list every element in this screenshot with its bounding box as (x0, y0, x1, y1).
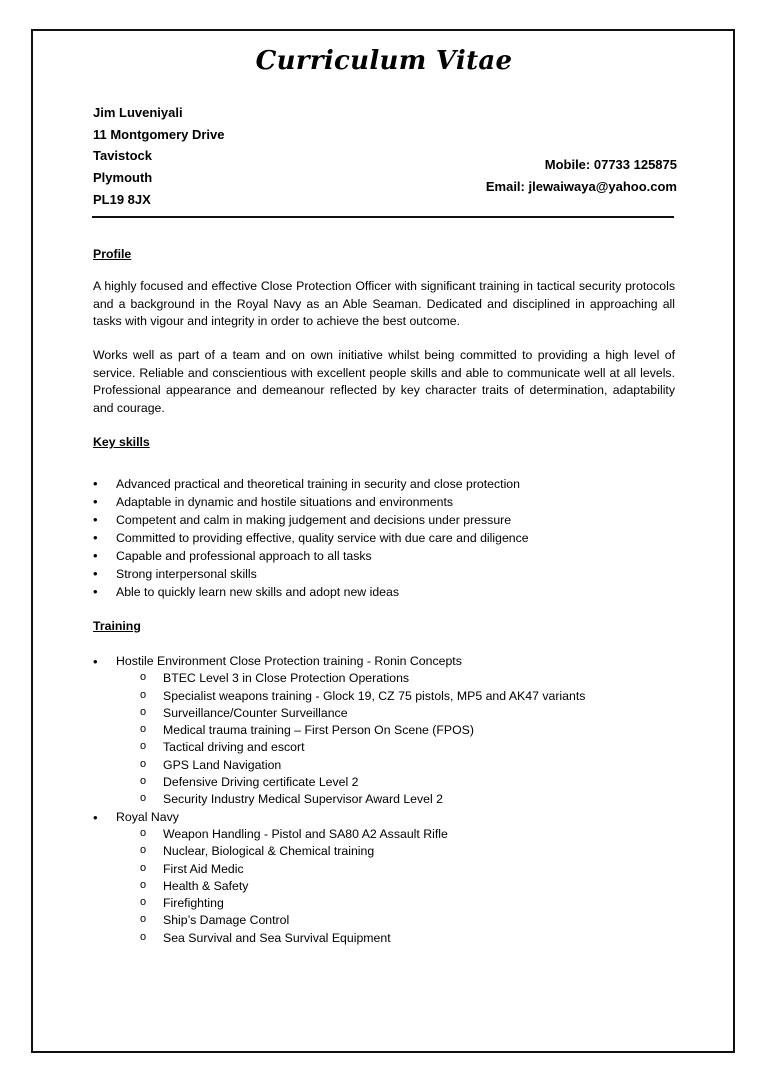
email-address: Email: jlewaiwaya@yahoo.com (485, 179, 677, 194)
address-name: Jim Luveniyali (93, 105, 183, 120)
list-item: o Security Industry Medical Supervisor Award Level 2 (93, 791, 675, 808)
address-town: Tavistock (93, 148, 153, 164)
profile-paragraph-1-wrap (93, 278, 675, 331)
list-item: • Advanced practical and theoretical training in security and close protection (93, 475, 675, 493)
list-item: o Weapon Handling - Pistol and SA80 A2 Assault Rifle (93, 826, 675, 843)
profile-section (93, 247, 675, 261)
contact-block (486, 154, 677, 198)
profile-paragraph: A highly focused and effective Close Protection Officer with significant training in tactical security protocols and a background in the Royal Navy as an Able Seaman. Dedicated and disciplined in approaching all tasks with vigour and integrity in order to achieve the best outcome. (93, 279, 675, 328)
list-item: o Ship’s Damage Control (93, 912, 675, 929)
key-skills-list-wrap (93, 475, 675, 601)
key-skills-heading: Key skills (93, 435, 150, 449)
list-item: o BTEC Level 3 in Close Protection Operations (93, 670, 675, 687)
list-item: o Specialist weapons training - Glock 19, CZ 75 pistols, MP5 and AK47 variants (93, 688, 675, 705)
document-title: Curriculum Vitae (255, 46, 513, 76)
training-section (93, 619, 675, 633)
list-item: o Defensive Driving certificate Level 2 (93, 774, 675, 791)
training-list-wrap (93, 653, 675, 947)
list-item: o First Aid Medic (93, 861, 675, 878)
list-item: o Nuclear, Biological & Chemical training (93, 843, 675, 860)
address-postcode: PL19 8JX (93, 191, 151, 207)
list-item: o Medical trauma training – First Person On Scene (FPOS) (93, 722, 675, 739)
training-group-label: • Royal Navy (93, 809, 675, 826)
key-skills-list (93, 475, 675, 601)
training-list (93, 653, 675, 670)
list-item: • Able to quickly learn new skills and adopt new ideas (93, 583, 675, 601)
training-list (93, 809, 675, 826)
training-sublist (93, 670, 675, 808)
training-group-label: • Hostile Environment Close Protection training - Ronin Concepts (93, 653, 675, 670)
list-item: • Adaptable in dynamic and hostile situations and environments (93, 493, 675, 511)
mobile-number: Mobile: 07733 125875 (544, 157, 677, 172)
list-item: • Strong interpersonal skills (93, 565, 675, 583)
address-city: Plymouth (93, 170, 153, 186)
list-item: o Health & Safety (93, 878, 675, 895)
address-block (93, 102, 225, 210)
list-item: o GPS Land Navigation (93, 757, 675, 774)
list-item: • Committed to providing effective, quality service with due care and diligence (93, 529, 675, 547)
training-sublist (93, 826, 675, 947)
list-item: • Competent and calm in making judgement and decisions under pressure (93, 511, 675, 529)
key-skills-section (93, 435, 675, 449)
list-item: o Surveillance/Counter Surveillance (93, 705, 675, 722)
training-heading: Training (93, 619, 141, 633)
list-item: • Capable and professional approach to all tasks (93, 547, 675, 565)
list-item: o Sea Survival and Sea Survival Equipment (93, 930, 675, 947)
profile-paragraph: Works well as part of a team and on own initiative whilst being committed to providing a high level of service. Reliable and conscientious with excellent people skills and able to communicate well at all levels. Professional appearance and demeanour reflected by key character traits of determination, adaptability and courage. (93, 348, 675, 415)
list-item: o Firefighting (93, 895, 675, 912)
profile-paragraph-2-wrap (93, 347, 675, 417)
profile-heading: Profile (93, 247, 132, 261)
address-street: 11 Montgomery Drive (93, 126, 225, 142)
header-divider (92, 216, 674, 218)
list-item: o Tactical driving and escort (93, 739, 675, 756)
